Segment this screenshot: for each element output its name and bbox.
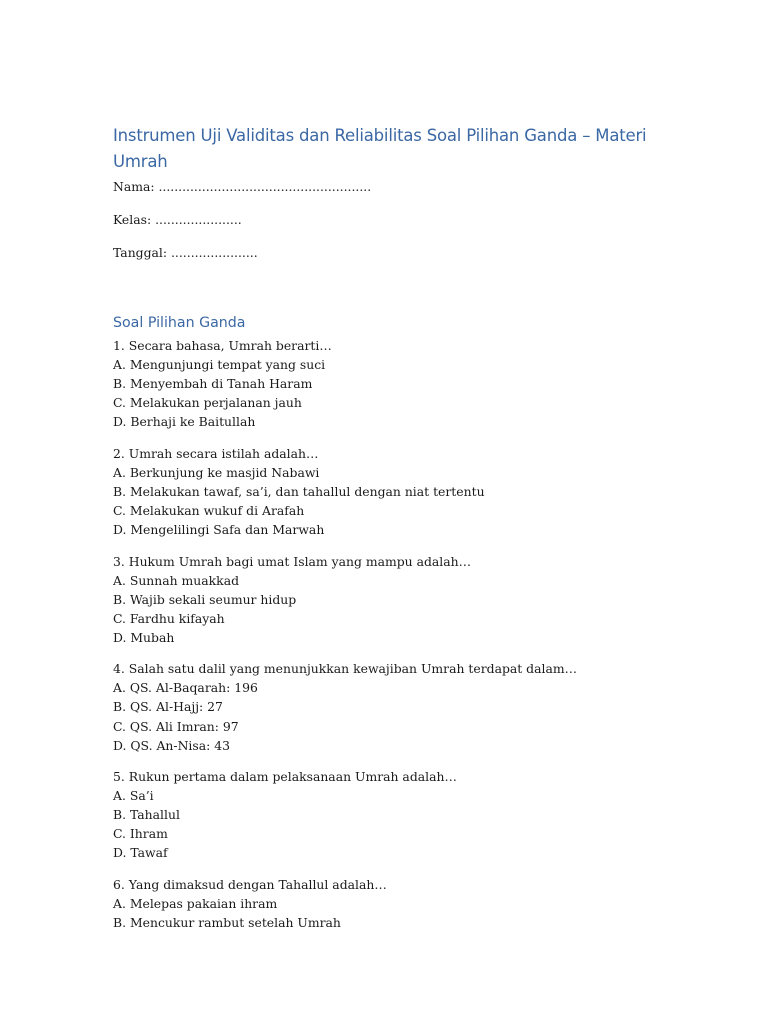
option-c: C. Melakukan wukuf di Arafah (113, 503, 305, 519)
option-b: B. Tahallul (113, 807, 180, 823)
question-text: 6. Yang dimaksud dengan Tahallul adalah… (113, 876, 387, 892)
option-b: B. QS. Al-Hajj: 27 (113, 699, 223, 715)
option-b: B. Mencukur rambut setelah Umrah (113, 915, 341, 931)
option-c: C. Melakukan perjalanan jauh (113, 395, 302, 411)
question-3 (113, 552, 653, 647)
question-5 (113, 767, 653, 862)
option-d: D. Mengelilingi Safa dan Marwah (113, 522, 325, 538)
kelas-field: Kelas: ...................... (113, 212, 242, 227)
option-a: A. Berkunjung ke masjid Nabawi (113, 464, 320, 480)
option-b: B. Wajib sekali seumur hidup (113, 591, 297, 607)
option-a: A. Sunnah muakkad (113, 572, 240, 588)
question-text: 2. Umrah secara istilah adalah… (113, 445, 319, 461)
question-text: 1. Secara bahasa, Umrah berarti… (113, 338, 332, 353)
question-4 (113, 659, 653, 754)
section-heading: Soal Pilihan Ganda (113, 315, 246, 331)
question-list (113, 336, 653, 932)
option-b: B. Menyembah di Tanah Haram (113, 376, 313, 392)
option-d: D. Berhaji ke Baitullah (113, 414, 256, 430)
option-a: A. QS. Al-Baqarah: 196 (113, 680, 258, 696)
option-a: A. Mengunjungi tempat yang suci (113, 357, 326, 373)
option-d: D. Mubah (113, 629, 175, 645)
option-d: D. Tawaf (113, 845, 168, 861)
tanggal-field: Tanggal: ...................... (113, 245, 258, 260)
option-a: A. Melepas pakaian ihram (113, 895, 278, 911)
question-text: 5. Rukun pertama dalam pelaksanaan Umrah adalah… (113, 769, 457, 785)
nama-field: Nama: ...................................................... (113, 179, 372, 194)
option-b: B. Melakukan tawaf, sa’i, dan tahallul dengan niat tertentu (113, 483, 485, 499)
option-c: C. QS. Ali Imran: 97 (113, 718, 239, 734)
document-title: Instrumen Uji Validitas dan Reliabilitas Soal Pilihan Ganda – Materi Umrah (113, 126, 647, 171)
document-page (113, 123, 653, 944)
question-1 (113, 336, 653, 431)
question-6 (113, 875, 653, 932)
option-a: A. Sa’i (113, 788, 154, 804)
question-text: 4. Salah satu dalil yang menunjukkan kewajiban Umrah terdapat dalam… (113, 661, 577, 677)
question-2 (113, 444, 653, 539)
question-text: 3. Hukum Umrah bagi umat Islam yang mampu adalah… (113, 553, 472, 569)
option-d: D. QS. An-Nisa: 43 (113, 737, 230, 753)
option-c: C. Ihram (113, 826, 168, 842)
option-c: C. Fardhu kifayah (113, 610, 225, 626)
